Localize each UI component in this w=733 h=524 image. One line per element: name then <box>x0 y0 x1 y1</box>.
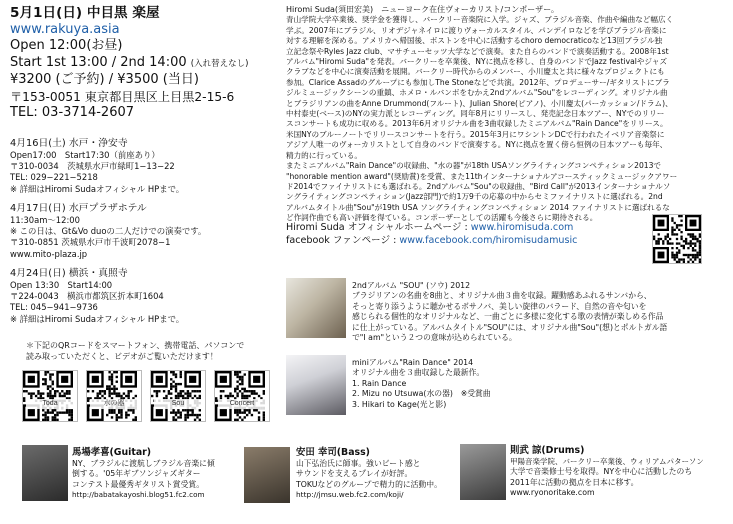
bio-line: アルバムタイトル曲"Sou"が19th USA ソングライティングコンペティション 2014 ファイナリストに選ばれるな <box>286 202 670 212</box>
bio-line: アルバム"Hiromi Suda"を発表。バークリーを卒業後、NYに拠点を移し、自身のバンドでJazz festivalやジャズ <box>286 57 668 67</box>
bio-line: クラブなどを中心に演奏活動を展開。バークリー時代からのメンバー、小川慶太と共に様々なプロジェクトにも <box>286 67 665 77</box>
bio-line: 参加。Clarice Assadのグループにも参加しThe Stoneなどで共演。2012年、プロデューサー/ギタリストにブラ <box>286 77 670 87</box>
show-title: 4月24日(日) 横浜・真照寺 <box>10 268 128 279</box>
show-1 <box>10 138 278 195</box>
qr-note: ＊下記のQRコードをスマートフォン、携帯電話、パソコンで 読み取っていただくと、ビデオがご覧いただけます！ <box>26 341 245 362</box>
bio-line: 精力的に行っている。 <box>286 150 362 160</box>
show-line: 〒224-0043 横浜市都筑区折本町1604 <box>10 291 164 302</box>
event-tel: TEL: 03-3714-2607 <box>10 105 135 120</box>
event-price: ¥3200 (ご予約) / ¥3500 (当日) <box>10 72 199 87</box>
bio-line: 青山学院大学卒業後、奨学金を獲得し、バークリー音楽院に入学。ジャズ、ブラジル音楽、作曲や編曲など幅広く <box>286 15 674 25</box>
qr-code-homepage[interactable] <box>652 214 702 264</box>
bio-text <box>286 15 726 223</box>
event-start-note: (入れ替えなし) <box>190 58 249 69</box>
bio-line: 学ぶ。2007年にブラジル、リオデジャネイロに渡りヴォーカルスタイル、パンデイロなどを学びブラジル音楽に <box>286 25 667 35</box>
member-name: 則武 諒(Drums) <box>510 445 585 456</box>
member-bass: 安田 幸司(Bass) 山下弘治氏に師事。強いビート感と サウンドを支えるプレイが好評。 TOKUなどのグループで精力的に活動中。 http://jmsu.web.fc2.com/koji/ <box>296 447 466 501</box>
event-title: 5月1日(日) 中目黒 楽屋 <box>10 5 160 21</box>
facebook-link[interactable]: facebook ファンページ : www.facebook.com/hiromisudamusic <box>286 234 578 246</box>
event-open: Open 12:00(お昼) <box>10 38 123 53</box>
album-rain-dance-photo <box>286 355 346 415</box>
bio-line: ングライティングコンペティション(Jazz部門)で約1万9千の応募の中からセミファイナリストに選ばれる。2nd <box>286 192 663 202</box>
qr-label: Concert <box>218 399 266 409</box>
drummer-photo <box>460 444 506 500</box>
member-url[interactable]: www.ryonoritake.com <box>510 488 595 498</box>
bio-line: 米国NYのブルーノートでリリースコンサートを行う。2015年3月にワシントンDCで行われたイベリア音楽祭に <box>286 129 665 139</box>
show-title: 4月16日(土) 水戸・浄安寺 <box>10 138 128 149</box>
bio-line: 立記念祭やRyles Jazz club、マサチューセッツ大学などで演奏。また自らのバンドで演奏活動する。2008年1st <box>286 46 669 56</box>
show-line: TEL: 029−221−5218 <box>10 172 98 183</box>
album-rain-dance: miniアルバム"Rain Dance" 2014 オリジナル曲を３曲収録した最新作。 1. Rain Dance 2. Mizu no Utsuwa(水の器) ※受賞曲 3. Hikari to Kage(光と影) <box>352 358 727 410</box>
album-sou-heading: 2ndアルバム "SOU" (ソウ) 2012 <box>352 281 471 290</box>
show-line: 〒310-0851 茨城県水戸市千波町2078−1 <box>10 237 171 248</box>
show-2 <box>10 203 278 260</box>
bio-line: またミニアルバム"Rain Dance"の収録曲、"水の器"が18th USAソングライティングコンペティション2013で <box>286 161 662 171</box>
event-url[interactable]: www.rakuya.asia <box>10 21 120 37</box>
show-line: 〒310-0034 茨城県水戸市緑町1−13−22 <box>10 161 175 172</box>
event-start: Start 1st 13:00 / 2nd 14:00 <box>10 54 187 70</box>
member-url[interactable]: http://jmsu.web.fc2.com/koji/ <box>296 490 404 500</box>
bio-heading: Hiromi Suda(須田宏美) ニューヨーク在住ヴォーカリスト/コンポーザー。 <box>286 5 559 14</box>
track-item: 1. Rain Dance <box>352 378 407 388</box>
bio-line: "honorable mention award"(奨励賞)を受賞、また11thインターナショナルアコースティックミュージックアワー <box>286 171 678 181</box>
qr-label: Toda <box>26 399 74 409</box>
show-title: 4月17日(日) 水戸プラザホテル <box>10 203 147 214</box>
album-rain-heading: miniアルバム"Rain Dance" 2014 <box>352 358 474 367</box>
bio-line: 対する理解を深める。アメリカへ帰国後、ボストンを中心に活動するchoro democraticoなど13回ブラジル独 <box>286 36 663 46</box>
bio-line: 中村泰史(ベース)のNYの実力派とレコーディング。同年8月にリリースし、発売記念日本ツアー、NYでのリリー <box>286 109 665 119</box>
qr-code-icon <box>150 370 206 422</box>
qr-code-mizu[interactable] <box>86 370 142 422</box>
show-line: TEL: 045−941−9736 <box>10 302 98 313</box>
qr-label: Sou <box>154 399 202 409</box>
show-line: ※ 詳細はHiromi Sudaオフィシャル HPまで。 <box>10 183 185 194</box>
bio-line: ジルミュージックシーンの重鎮、ホメロ・ルバンボをむかえ2ndアルバム"Sou"をレコーディング。オリジナル曲 <box>286 88 668 98</box>
track-item: 2. Mizu no Utsuwa(水の器) ※受賞曲 <box>352 389 491 399</box>
homepage-link[interactable]: Hiromi Suda オフィシャルホームページ : www.hiromisuda.com <box>286 222 574 233</box>
member-name: 安田 幸司(Bass) <box>296 447 370 458</box>
bio-line: アジア人唯一のヴォーカリストとして自身のバンドで演奏する。NYに拠点を置く傍ら恒例の日本ツアーも毎年、 <box>286 140 668 150</box>
member-guitar: 馬場孝喜(Guitar) NY、ブラジルに渡航しブラジル音楽に傾 倒する。'05年ギブソンジャズギター コンテスト最優秀ギタリスト賞受賞。 http://babatakayoshi.blog51.fc2.com <box>72 447 258 501</box>
member-name: 馬場孝喜(Guitar) <box>72 447 152 458</box>
bassist-photo <box>244 447 290 503</box>
member-url[interactable]: http://babatakayoshi.blog51.fc2.com <box>72 490 205 500</box>
member-drums: 則武 諒(Drums) 甲陽音楽学院、バークリー卒業後、ウィリアムパターソン 大学で音楽修士号を取得。NYを中心に活動したのち 2011年に活動の拠点を日本に移す。 www.ryonoritake.com <box>510 445 728 499</box>
bio-line: とブラジリアンの曲をAnne Drummond(フルート)、Julian Shore(ピアノ)、小川慶太(パーカッション/ドラム)、 <box>286 98 673 108</box>
show-line: ※ 詳細はHiromi Sudaオフィシャル HPまで。 <box>10 313 185 324</box>
bio-line: ド2014でファイナリストにも選ばれる。2ndアルバム"Sou"の収録曲、"Bird Call"が2013インターナショナルソ <box>286 181 671 191</box>
qr-code-sou[interactable] <box>150 370 206 422</box>
album-sou-photo <box>286 278 346 338</box>
show-url[interactable]: www.mito-plaza.jp <box>10 248 88 259</box>
qr-code-icon <box>86 370 142 422</box>
qr-code-icon <box>214 370 270 422</box>
qr-label: 水の器 <box>90 399 138 409</box>
show-3 <box>10 268 278 325</box>
show-line: Open 13:30 Start14:00 <box>10 280 113 290</box>
bio-line: スコンサートも成功に収める。2013年6月オリジナル曲を3曲収録したミニアルバム"Rain Dance"をリリース。 <box>286 119 668 129</box>
qr-code-icon <box>22 370 78 422</box>
album-sou: 2ndアルバム "SOU" (ソウ) 2012 ブラジリアンの名曲を8曲と、オリジナル曲３曲を収録。躍動感あふれるサンバから、 そっと寄り添うように聴かせるボサノバ、美しい旋律のバラード、自然の音や匂いを 感じられる個性的なオリジナルなど、一曲ごとに多様に変化する歌の表情が楽しめる作品 に仕上がっている。アルバムタイトル"SOU"には、オリジナル曲"Sou"(想)とポルトガル語 で"I am"という２つの意味が込められている。 <box>352 281 727 343</box>
bio-block <box>286 5 726 224</box>
show-line: ※ この日は、Gt&Vo duoの二人だけでの演奏です。 <box>10 226 207 237</box>
show-line: Open17:00 Start17:30（前座あり） <box>10 150 160 160</box>
show-line: 11:30am〜12:00 <box>10 215 80 225</box>
guitarist-photo <box>22 445 68 501</box>
bio-line: ど作詞作曲でも高い評価を得ている。コンポーザーとしての活躍も今後さらに期待される。 <box>286 213 598 223</box>
links-block <box>286 222 646 247</box>
event-block <box>10 5 278 122</box>
qr-code-toda[interactable] <box>22 370 78 422</box>
track-item: 3. Hikari to Kage(光と影) <box>352 399 447 409</box>
event-address: 〒153-0051 東京都目黒区上目黒2-15-6 <box>10 89 235 104</box>
qr-code-concert[interactable] <box>214 370 270 422</box>
